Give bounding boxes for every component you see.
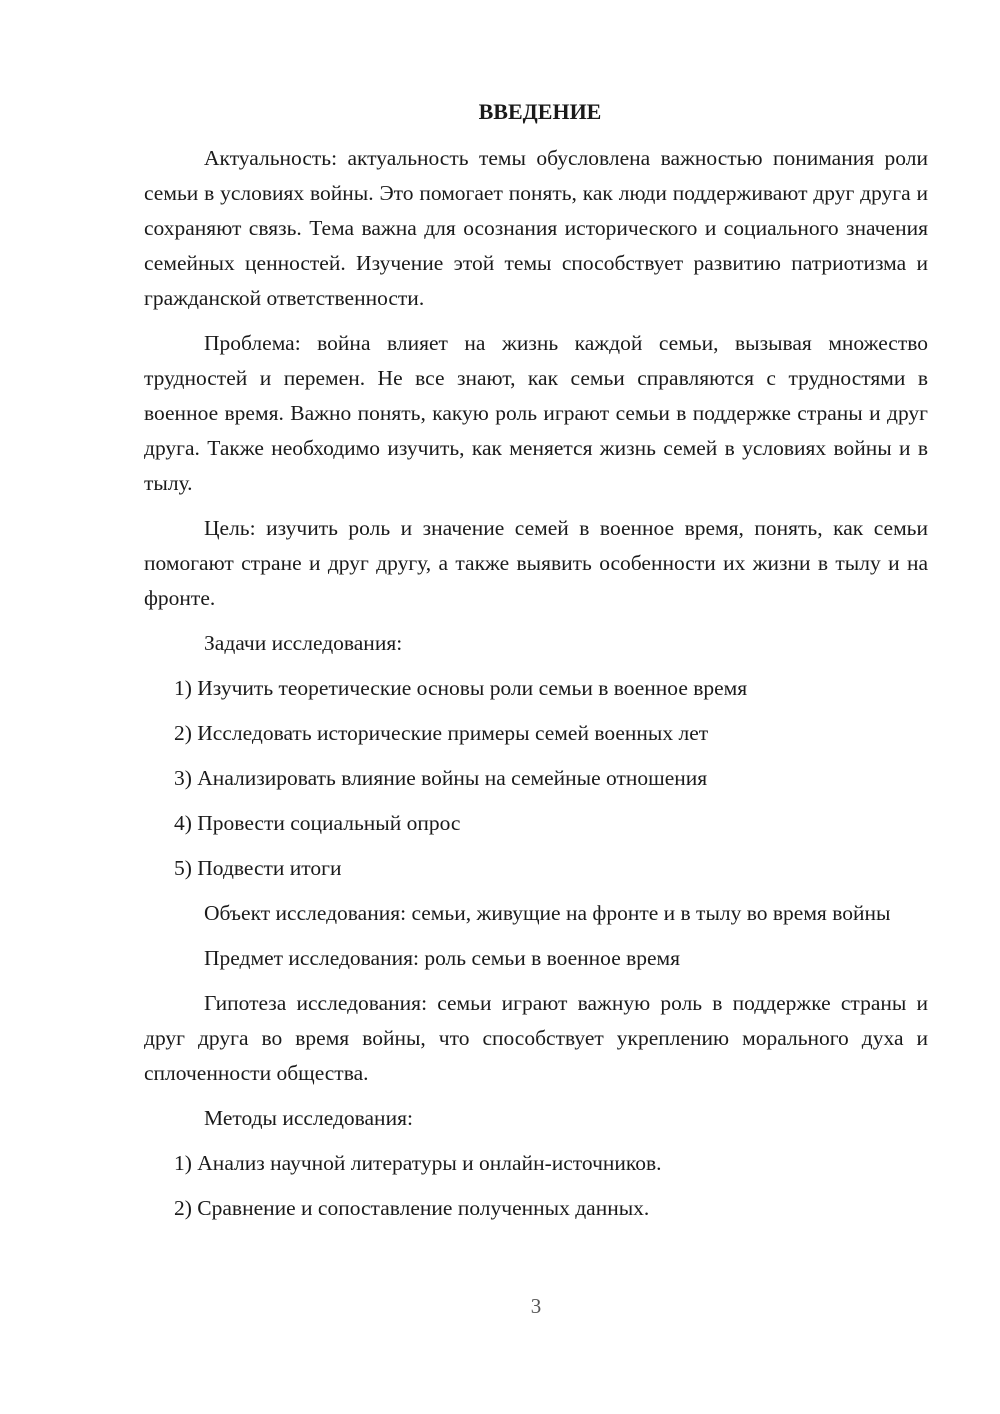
list-item: 2) Исследовать исторические примеры семей военных лет [174, 721, 709, 745]
list-item: 1) Анализ научной литературы и онлайн-источников. [174, 1151, 662, 1175]
document-page [144, 94, 928, 1236]
methods-list [144, 1146, 928, 1226]
goal-paragraph: Цель: изучить роль и значение семей в военное время, понять, как семьи помогают стране и друг другу, а также выявить особенности их жизни в тылу и на фронте. [144, 516, 928, 610]
list-item: 5) Подвести итоги [174, 856, 342, 880]
page-title: ВВЕДЕНИЕ [478, 99, 602, 124]
relevance-paragraph: Актуальность: актуальность темы обусловлена важностью понимания роли семьи в условиях войны. Это помогает понять, как люди поддерживают друг друга и сохраняют связь. Тема важна для осознания исторического и социального значения семейных ценностей. Изучение этой темы способствует развитию патриотизма и гражданской ответственности. [144, 146, 928, 310]
tasks-list [144, 671, 928, 886]
page-number: 3 [530, 1294, 542, 1318]
hypothesis-paragraph: Гипотеза исследования: семьи играют важную роль в поддержке страны и друг друга во время войны, что способствует укреплению морального духа и сплоченности общества. [144, 991, 928, 1085]
problem-paragraph: Проблема: война влияет на жизнь каждой семьи, вызывая множество трудностей и перемен. Не все знают, как семьи справляются с трудностями в военное время. Важно понять, какую роль играют семьи в поддержке страны и друг друга. Также необходимо изучить, как меняется жизнь семей в условиях войны и в тылу. [144, 331, 928, 495]
list-item: 3) Анализировать влияние войны на семейные отношения [174, 766, 708, 790]
list-item: 2) Сравнение и сопоставление полученных данных. [174, 1196, 650, 1220]
subject-paragraph: Предмет исследования: роль семьи в военное время [204, 946, 681, 970]
list-item: 4) Провести социальный опрос [174, 811, 461, 835]
object-paragraph: Объект исследования: семьи, живущие на фронте и в тылу во время войны [204, 901, 891, 925]
methods-heading: Методы исследования: [204, 1106, 413, 1130]
tasks-heading: Задачи исследования: [204, 631, 403, 655]
list-item: 1) Изучить теоретические основы роли семьи в военное время [174, 676, 748, 700]
